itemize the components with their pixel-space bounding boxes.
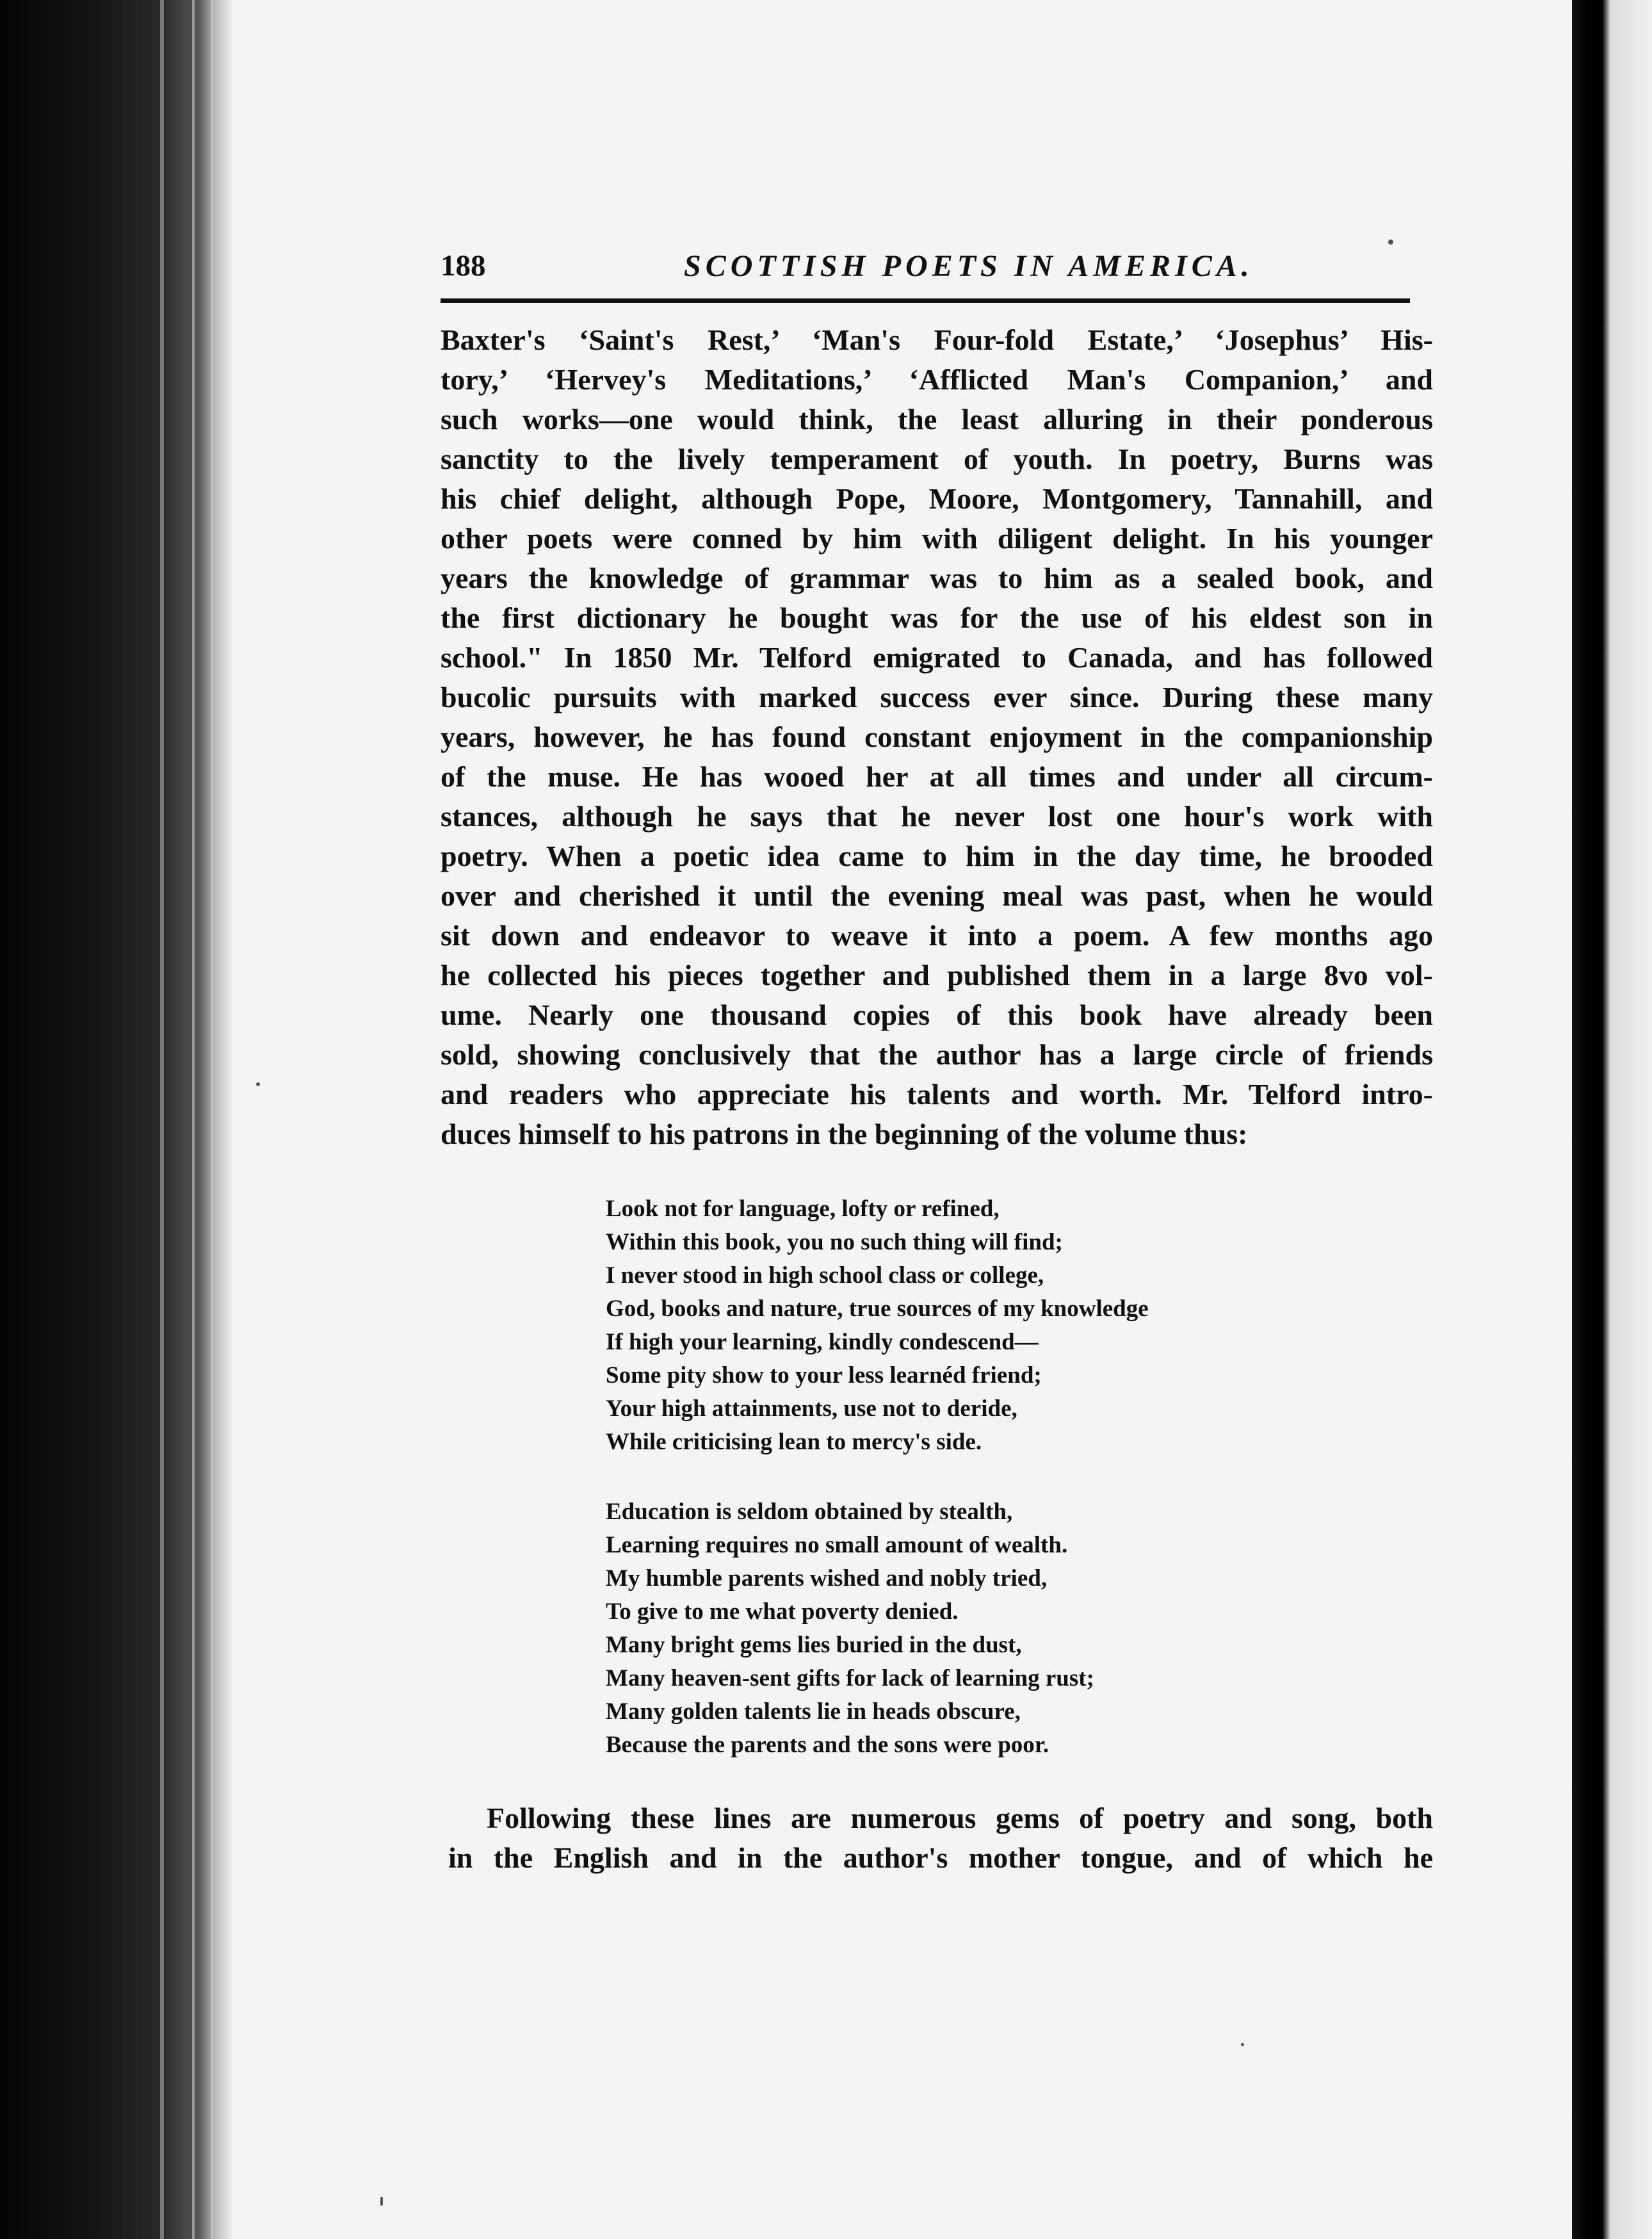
paragraph-1 bbox=[441, 320, 1433, 1154]
verse-line: Your high attainments, use not to deride, bbox=[606, 1396, 1017, 1422]
text-line: in the English and in the author's mother tongue, and of which he bbox=[448, 1841, 1433, 1874]
book-spine-shadow bbox=[0, 0, 232, 2239]
text-line: duces himself to his patrons in the beginning of the volume thus: bbox=[441, 1118, 1248, 1150]
text-line: and readers who appreciate his talents and worth. Mr. Telford intro- bbox=[441, 1078, 1433, 1111]
verse-stanza-1 bbox=[606, 1193, 1149, 1459]
text-line: other poets were conned by him with diligent delight. In his younger bbox=[441, 522, 1433, 555]
verse-line: To give to me what poverty denied. bbox=[606, 1599, 959, 1625]
page-edge-line bbox=[160, 0, 164, 2239]
verse-stanza-2 bbox=[606, 1495, 1094, 1762]
paper-speck bbox=[1241, 2043, 1244, 2046]
verse-line: Within this book, you no such thing will find; bbox=[606, 1229, 1063, 1255]
text-line: such works—one would think, the least alluring in their ponderous bbox=[441, 403, 1433, 436]
page-edge-line bbox=[192, 0, 195, 2239]
paper-speck bbox=[256, 1082, 260, 1086]
page-header bbox=[441, 248, 1410, 300]
verse-line: God, books and nature, true sources of my knowledge bbox=[606, 1296, 1149, 1322]
verse-line: Many golden talents lie in heads obscure, bbox=[606, 1698, 1021, 1725]
verse-line: Because the parents and the sons were poor. bbox=[606, 1732, 1049, 1758]
running-title: SCOTTISH POETS IN AMERICA. bbox=[684, 249, 1254, 283]
text-line: Baxter's ‘Saint's Rest,’ ‘Man's Four-fold Estate,’ ‘Josephus’ His- bbox=[441, 323, 1433, 356]
verse-line: If high your learning, kindly condescend— bbox=[606, 1329, 1039, 1355]
header-rule bbox=[441, 298, 1410, 303]
text-line: he collected his pieces together and published them in a large 8vo vol- bbox=[441, 959, 1433, 991]
text-line: ume. Nearly one thousand copies of this book have already been bbox=[441, 998, 1433, 1031]
paper-speck bbox=[380, 2197, 383, 2206]
verse-line: My humble parents wished and nobly tried, bbox=[606, 1565, 1048, 1592]
text-line: over and cherished it until the evening meal was past, when he would bbox=[441, 879, 1433, 912]
text-line: tory,’ ‘Hervey's Meditations,’ ‘Afflicted Man's Companion,’ and bbox=[441, 363, 1433, 396]
verse-line: Look not for language, lofty or refined, bbox=[606, 1196, 1000, 1222]
text-line: years, however, he has found constant enjoyment in the companionship bbox=[441, 721, 1433, 753]
text-line: sit down and endeavor to weave it into a poem. A few months ago bbox=[441, 919, 1433, 952]
page-edge-line bbox=[211, 0, 213, 2239]
text-line: bucolic pursuits with marked success ever since. During these many bbox=[441, 681, 1433, 713]
verse-line: Learning requires no small amount of wealth. bbox=[606, 1532, 1068, 1558]
text-line: sold, showing conclusively that the author has a large circle of friends bbox=[441, 1038, 1433, 1071]
verse-line: I never stood in high school class or college, bbox=[606, 1262, 1044, 1289]
text-line: poetry. When a poetic idea came to him in the day time, he brooded bbox=[441, 840, 1433, 872]
verse-line: Many heaven-sent gifts for lack of learning rust; bbox=[606, 1665, 1094, 1691]
text-line: stances, although he says that he never lost one hour's work with bbox=[441, 800, 1433, 833]
text-line: school." In 1850 Mr. Telford emigrated to Canada, and has followed bbox=[441, 641, 1433, 674]
text-line: Following these lines are numerous gems of poetry and song, both bbox=[487, 1802, 1433, 1834]
verse-line: Some pity show to your less learnéd friend; bbox=[606, 1362, 1042, 1388]
text-line: sanctity to the lively temperament of youth. In poetry, Burns was bbox=[441, 443, 1433, 475]
text-line: the first dictionary he bought was for the use of his eldest son in bbox=[441, 601, 1433, 634]
verse-line: Education is seldom obtained by stealth, bbox=[606, 1499, 1013, 1525]
page-number: 188 bbox=[441, 249, 486, 282]
text-line: his chief delight, although Pope, Moore, Montgomery, Tannahill, and bbox=[441, 482, 1433, 515]
paragraph-2 bbox=[448, 1798, 1433, 1878]
facing-page-edge bbox=[1572, 0, 1652, 2239]
paper-speck bbox=[1388, 240, 1393, 245]
verse-line: Many bright gems lies buried in the dust, bbox=[606, 1632, 1022, 1658]
text-line: of the muse. He has wooed her at all times and under all circum- bbox=[441, 760, 1433, 793]
verse-line: While criticising lean to mercy's side. bbox=[606, 1429, 982, 1455]
text-line: years the knowledge of grammar was to him as a sealed book, and bbox=[441, 562, 1433, 594]
